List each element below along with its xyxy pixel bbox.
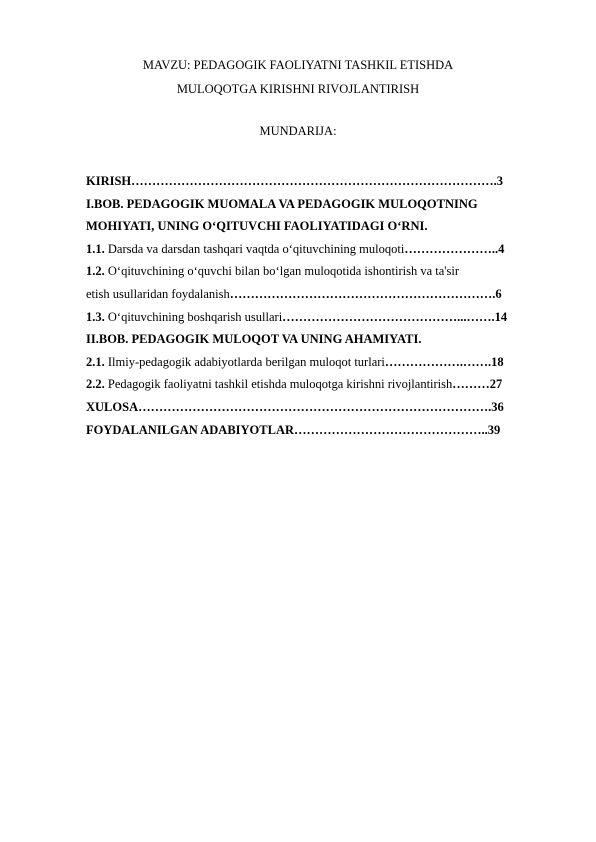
- section-title: Ilmiy-pedagogik adabiyotlarda berilgan muloqot turlari: [104, 354, 385, 369]
- toc-entry-2-2: [86, 373, 556, 396]
- topic-title-line-1: MAVZU: PEDAGOGIK FAOLIYATNI TASHKIL ETISHDA: [142, 58, 454, 72]
- toc-entry-references: FOYDALANILGAN ADABIYOTLAR………………………………………..39: [86, 422, 501, 437]
- section-title-continued: etish usullaridan foydalanish: [86, 286, 230, 301]
- section-number: 2.2.: [86, 377, 105, 392]
- toc-entry-kirish: KIRISH…………………………………………………………………………….3: [86, 174, 504, 188]
- section-number: 1.2.: [86, 264, 105, 279]
- section-number: 2.1.: [86, 354, 105, 369]
- table-of-contents: [86, 170, 556, 441]
- toc-entry-1-1: [86, 238, 556, 261]
- toc-entry-1-3: [86, 306, 556, 329]
- section-number: 1.3.: [86, 309, 105, 324]
- section-number: 1.1.: [86, 241, 105, 256]
- toc-entry-1-2-line-2: [86, 283, 556, 306]
- section-title: O‘qituvchining o‘quvchi bilan bo‘lgan muloqotida ishontirish va ta'sir: [104, 264, 460, 279]
- leader-dots-page: ………27: [452, 377, 503, 392]
- leader-dots-page: …………………..4: [404, 241, 505, 256]
- toc-chapter-1-line-1: I.BOB. PEDAGOGIK MUOMALA VA PEDAGOGIK MULOQOTNING: [86, 196, 478, 211]
- contents-heading: MUNDARIJA:: [259, 124, 337, 138]
- section-title: Darsda va darsdan tashqari vaqtda o‘qituvchining muloqoti: [104, 241, 405, 256]
- leader-dots-page: ……………………………………...…….14: [282, 309, 508, 324]
- toc-chapter-2: II.BOB. PEDAGOGIK MULOQOT VA UNING AHAMIYATI.: [86, 332, 422, 347]
- section-title: O‘qituvchining boshqarish usullari: [104, 309, 283, 324]
- section-title: Pedagogik faoliyatni tashkil etishda muloqotga kirishni rivojlantirish: [104, 377, 453, 392]
- toc-entry-2-1: [86, 351, 556, 374]
- toc-chapter-1-line-2: MOHIYATI, UNING O‘QITUVCHI FAOLIYATIDAGI O‘RNI.: [86, 219, 428, 234]
- leader-dots-page: ……………………………………………………….6: [229, 286, 502, 301]
- leader-dots-page: ……………….…….18: [384, 354, 504, 369]
- toc-entry-1-2-line-1: [86, 260, 556, 283]
- topic-title-line-2: MULOQOTGA KIRISHNI RIVOJLANTIRISH: [176, 82, 420, 96]
- toc-entry-xulosa: XULOSA………………………………………………………………………….36: [86, 399, 504, 414]
